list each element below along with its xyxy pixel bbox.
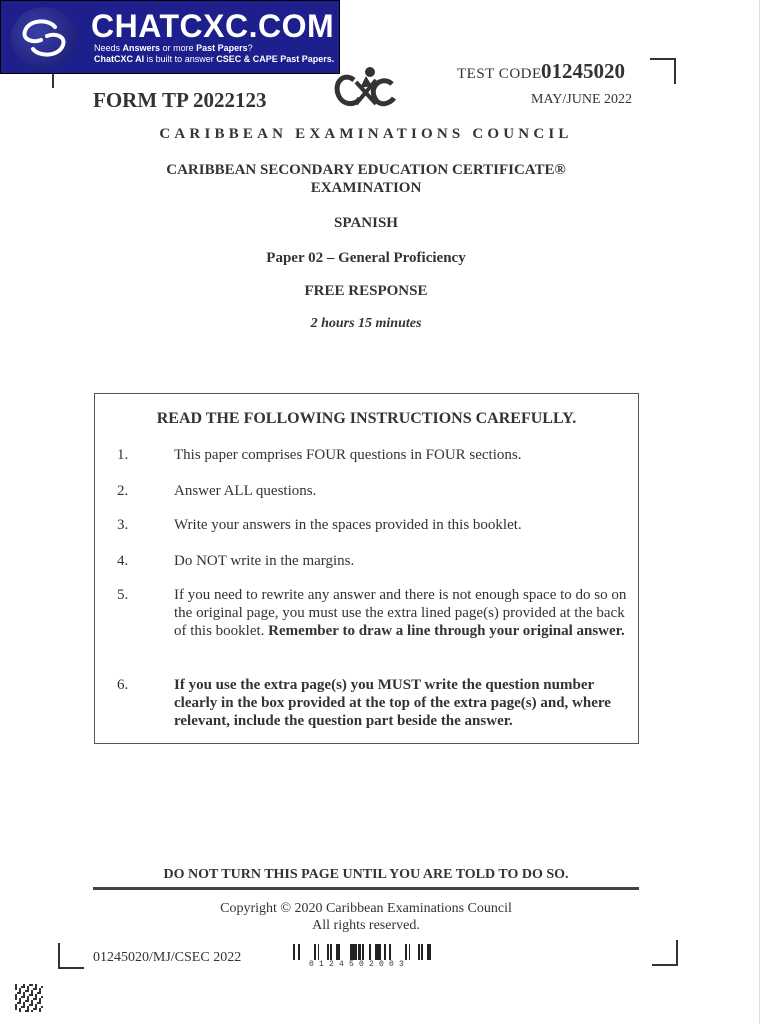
- exam-date: MAY/JUNE 2022: [531, 92, 632, 107]
- corner-mark-bottom-left: [58, 943, 84, 969]
- paper-title: Paper 02 – General Proficiency: [266, 250, 466, 266]
- form-number: FORM TP 2022123: [93, 88, 267, 112]
- corner-mark-top-right: [650, 58, 676, 84]
- instruction-number: 1.: [117, 447, 129, 463]
- copyright-notice: Copyright © 2020 Caribbean Examinations Council: [220, 901, 512, 916]
- corner-mark-bottom-right: [652, 940, 678, 966]
- instruction-number: 6.: [117, 677, 129, 693]
- instruction-number: 5.: [117, 587, 129, 603]
- response-type: FREE RESPONSE: [304, 283, 428, 299]
- barcode-digits: 0124502003: [309, 960, 410, 969]
- instruction-number: 4.: [117, 553, 129, 569]
- certificate-title-line2: EXAMINATION: [310, 180, 422, 196]
- instruction-number: 2.: [117, 483, 129, 499]
- banner-tagline-2: ChatCXC AI is built to answer CSEC & CAPE Past Papers.: [94, 54, 335, 64]
- barcode-icon: [293, 944, 441, 960]
- instructions-heading: READ THE FOLLOWING INSTRUCTIONS CAREFULLY.: [156, 410, 577, 427]
- divider: [93, 887, 639, 890]
- instruction-text: Do NOT write in the margins.: [174, 553, 355, 569]
- footer-code: 01245020/MJ/CSEC 2022: [93, 950, 242, 965]
- instruction-text: Write your answers in the spaces provided in this booklet.: [174, 517, 522, 533]
- certificate-title-line1: CARIBBEAN SECONDARY EDUCATION CERTIFICATE®: [166, 162, 566, 178]
- do-not-turn-warning: DO NOT TURN THIS PAGE UNTIL YOU ARE TOLD TO DO SO.: [163, 867, 569, 882]
- banner-tagline-1: Needs Answers or more Past Papers?: [94, 43, 253, 53]
- instruction-text: If you use the extra page(s) you MUST write the question number clearly in the box provided at the top of the extra page(s) and, where relevant, include the question part beside the answer.: [174, 677, 611, 729]
- subject-title: SPANISH: [334, 215, 398, 231]
- instructions-box: [94, 393, 639, 744]
- instruction-text: If you need to rewrite any answer and there is not enough space to do so on the original page, you must use the extra lined page(s) provided at the back of this booklet. Remember to draw a line through your original answer.: [174, 587, 627, 639]
- instruction-number: 3.: [117, 517, 129, 533]
- rights-notice: All rights reserved.: [312, 918, 420, 933]
- qr-code-icon: [15, 984, 43, 1012]
- page-edge: [759, 0, 760, 1024]
- test-code-value: 01245020: [541, 59, 625, 83]
- chatcxc-banner[interactable]: [0, 0, 340, 74]
- council-name: CARIBBEAN EXAMINATIONS COUNCIL: [159, 126, 573, 142]
- instruction-text: Answer ALL questions.: [174, 483, 317, 499]
- chatcxc-logo-icon: [11, 7, 77, 69]
- corner-mark-top-left: [52, 74, 54, 88]
- instruction-text: This paper comprises FOUR questions in FOUR sections.: [174, 447, 522, 463]
- banner-title: CHATCXC.COM: [91, 8, 335, 44]
- test-code-label: TEST CODE: [457, 66, 542, 82]
- cxc-logo-icon: [330, 64, 398, 112]
- exam-duration: 2 hours 15 minutes: [310, 316, 422, 331]
